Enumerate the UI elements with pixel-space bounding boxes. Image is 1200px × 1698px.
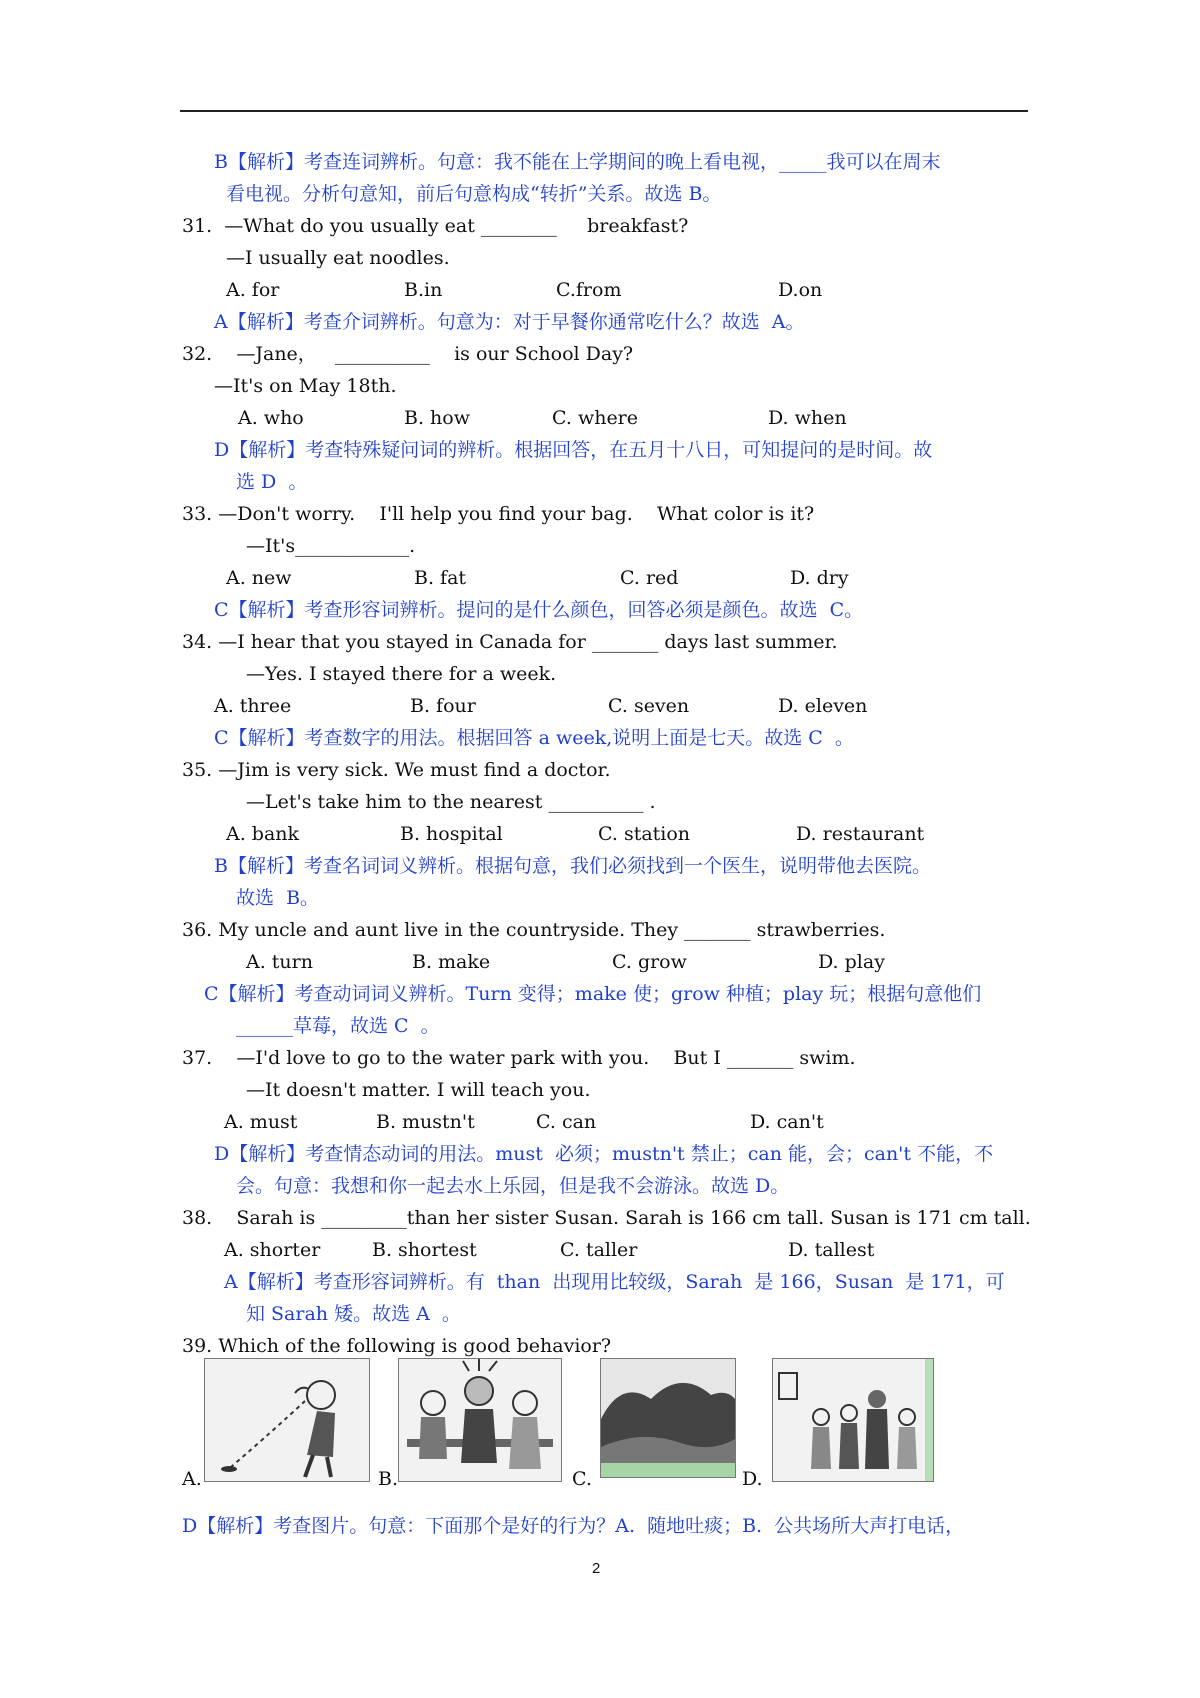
spitting-man-icon <box>204 1358 370 1482</box>
text-line: 37. —I'd love to go to the water park with you. But I _______ swim. <box>182 1047 856 1069</box>
text-line: ______草莓，故选 C 。 <box>236 1015 440 1037</box>
text-line: A. who <box>238 407 304 429</box>
text-line: 会。句意：我想和你一起去水上乐园，但是我不会游泳。故选 D。 <box>236 1175 790 1197</box>
text-line: D. play <box>818 951 885 973</box>
text-line: D. when <box>768 407 847 429</box>
header-rule <box>180 110 1028 112</box>
text-line: 31. —What do you usually eat ________ breakfast? <box>182 215 689 237</box>
text-line: B.in <box>404 279 443 301</box>
text-line: A. must <box>224 1111 298 1133</box>
text-line: C. station <box>598 823 691 845</box>
text-line: B. fat <box>414 567 467 589</box>
text-line: D.on <box>778 279 823 301</box>
text-line: B【解析】考查名词词义辨析。根据句意，我们必须找到一个医生，说明带他去医院。 <box>214 855 931 877</box>
picture-label: C. <box>572 1468 592 1490</box>
picture-label: B. <box>378 1468 399 1490</box>
text-line: D. restaurant <box>796 823 925 845</box>
text-line: A. shorter <box>224 1239 321 1261</box>
text-line: A. bank <box>226 823 300 845</box>
text-line: A【解析】考查介词辨析。句意为：对于早餐你通常吃什么？故选 A。 <box>214 311 805 333</box>
text-line: C.from <box>556 279 622 301</box>
text-line: 36. My uncle and aunt live in the countryside. They _______ strawberries. <box>182 919 886 941</box>
text-line: D【解析】考查情态动词的用法。must 必须；mustn't 禁止；can 能，会；can't 不能，不 <box>214 1143 994 1165</box>
text-line: D. tallest <box>788 1239 875 1261</box>
text-line: B. mustn't <box>376 1111 475 1133</box>
text-line: D【解析】考查特殊疑问词的辨析。根据回答，在五月十八日，可知提问的是时间。故 <box>214 439 933 461</box>
text-line: —It doesn't matter. I will teach you. <box>246 1079 591 1101</box>
loud-phone-call-icon <box>398 1358 562 1482</box>
text-line: 故选 B。 <box>236 887 320 909</box>
text-line: B. four <box>410 695 476 717</box>
text-line: B. how <box>404 407 470 429</box>
text-line: 知 Sarah 矮。故选 A 。 <box>246 1303 461 1325</box>
text-line: 32. —Jane， __________ is our School Day? <box>182 343 634 365</box>
text-line: A. turn <box>246 951 313 973</box>
text-line: A. for <box>226 279 280 301</box>
text-line: —I usually eat noodles. <box>226 247 450 269</box>
text-line: —It's____________. <box>246 535 416 557</box>
text-line: 选 D 。 <box>236 471 308 493</box>
text-line: 看电视。分析句意知，前后句意构成“转折”关系。故选 B。 <box>226 183 722 205</box>
text-line: 39. Which of the following is good behavior? <box>182 1335 612 1357</box>
text-line: C. can <box>536 1111 597 1133</box>
landscape-icon <box>600 1358 736 1478</box>
text-line: B【解析】考查连词辨析。句意：我不能在上学期间的晚上看电视，_____我可以在周末 <box>214 151 941 173</box>
text-line: C. red <box>620 567 679 589</box>
text-line: —Yes. I stayed there for a week. <box>246 663 557 685</box>
text-line: 34. —I hear that you stayed in Canada for _______ days last summer. <box>182 631 838 653</box>
queueing-people-icon <box>772 1358 934 1482</box>
picture-label: A. <box>182 1468 202 1490</box>
text-line: C. grow <box>612 951 687 973</box>
text-line: A. three <box>214 695 292 717</box>
text-line: D. eleven <box>778 695 868 717</box>
text-line: A. new <box>226 567 292 589</box>
text-line: 38. Sarah is _________than her sister Susan. Sarah is 166 cm tall. Susan is 171 cm tall. <box>182 1207 1031 1229</box>
text-line: C【解析】考查数字的用法。根据回答 a week,说明上面是七天。故选 C 。 <box>214 727 854 749</box>
page-number: 2 <box>592 1560 601 1577</box>
text-line: 33. —Don't worry. I'll help you find your bag. What color is it? <box>182 503 815 525</box>
text-line: 35. —Jim is very sick. We must find a doctor. <box>182 759 611 781</box>
text-line: D. dry <box>790 567 849 589</box>
text-line: C. where <box>552 407 639 429</box>
text-line: B. hospital <box>400 823 503 845</box>
picture-label: D. <box>742 1468 763 1490</box>
text-line: B. shortest <box>372 1239 477 1261</box>
text-line: C. taller <box>560 1239 638 1261</box>
text-line: A【解析】考查形容词辨析。有 than 出现用比较级，Sarah 是 166，Susan 是 171，可 <box>224 1271 1005 1293</box>
text-line: B. make <box>412 951 491 973</box>
text-line: —It's on May 18th. <box>214 375 397 397</box>
text-line: C. seven <box>608 695 690 717</box>
text-line: C【解析】考查动词词义辨析。Turn 变得；make 使；grow 种植；play 玩；根据句意他们 <box>204 983 982 1005</box>
text-line: —Let's take him to the nearest __________ . <box>246 791 656 813</box>
text-line: D【解析】考查图片。句意：下面那个是好的行为？A. 随地吐痰；B. 公共场所大声打电话， <box>182 1515 965 1537</box>
text-line: C【解析】考查形容词辨析。提问的是什么颜色，回答必须是颜色。故选 C。 <box>214 599 864 621</box>
text-line: D. can't <box>750 1111 824 1133</box>
